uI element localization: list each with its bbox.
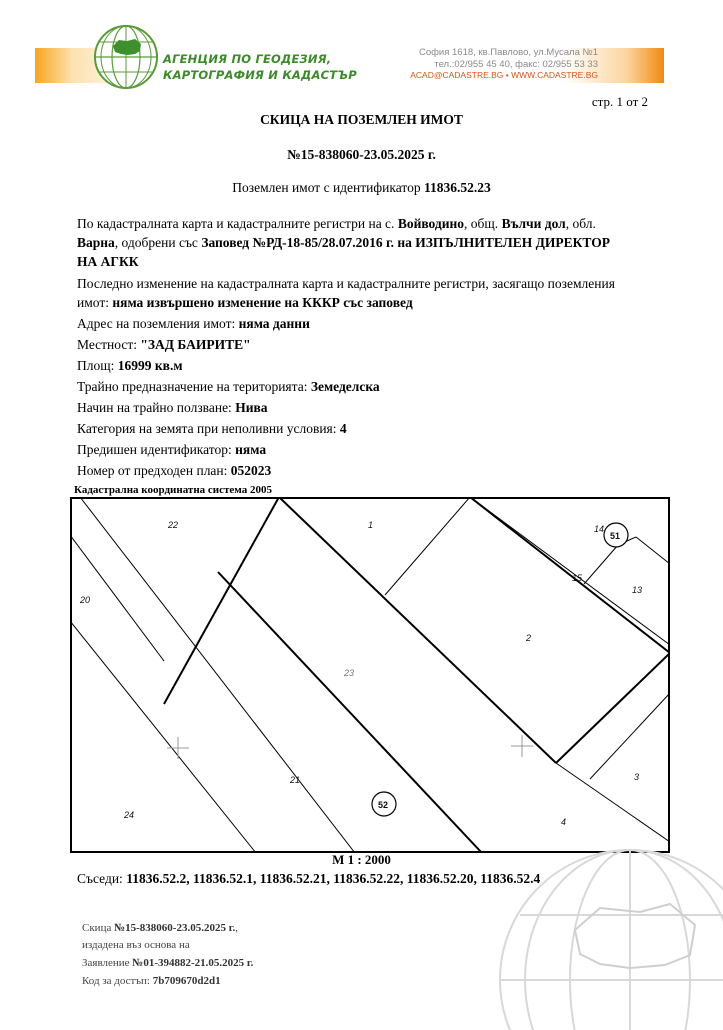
parcel-label: 4 <box>561 817 567 827</box>
purpose-value: Земеделска <box>310 379 380 394</box>
parcel-label: 2 <box>526 633 532 643</box>
parcel-label: 1 <box>368 520 374 530</box>
parcel-label: 20 <box>80 595 91 605</box>
text: , общ. <box>464 216 502 231</box>
label: Номер от предходен план: <box>77 463 231 478</box>
parcel-label: 23 <box>344 668 355 678</box>
parcel-identifier-line <box>0 180 723 196</box>
cadastral-sketch-map <box>70 497 670 853</box>
village: Войводино <box>397 216 465 231</box>
locality-row <box>77 335 667 354</box>
cadastral-map-info <box>77 214 667 271</box>
boundary-line <box>590 693 670 779</box>
previous-id-value: няма <box>235 442 267 457</box>
label: Начин на трайно ползване: <box>77 400 236 415</box>
label: Местност: <box>77 337 141 352</box>
coordinate-system-label: Кадастрална координатна система 2005 <box>74 484 272 496</box>
locality-value: "ЗАД БАИРИТЕ" <box>140 337 251 352</box>
parcel-label: 21 <box>290 775 301 785</box>
agency-logo-globe-icon <box>93 24 159 90</box>
label: Категория на земята при неполивни условия: <box>77 421 340 436</box>
label: Адрес на поземления имот: <box>77 316 239 331</box>
footer-application-number: №01-394882-21.05.2025 г. <box>132 957 254 969</box>
boundary-line <box>584 545 618 584</box>
approval-order: Заповед №РД-18-85/28.07.2016 г. на ИЗПЪЛНИТЕЛЕН ДИРЕКТОР <box>201 235 610 250</box>
document-title: СКИЦА НА ПОЗЕМЛЕН ИМОТ <box>260 112 463 127</box>
label: Трайно предназначение на територията: <box>77 379 311 394</box>
text: Последно изменение на кадастралната карта и кадастралните регистри, засягащо поземления <box>77 276 615 291</box>
approval-order-cont: НА АГКК <box>77 254 139 269</box>
boundary-line <box>636 537 670 564</box>
boundary-line <box>218 572 482 853</box>
region: Варна <box>77 235 115 250</box>
footer-sketch-number <box>82 922 238 934</box>
label: Предишен идентификатор: <box>77 442 236 457</box>
label: Съседи: <box>77 871 127 886</box>
area-value: 16999 кв.м <box>117 358 183 373</box>
area-row <box>77 356 667 375</box>
boundary-line <box>164 497 279 704</box>
previous-id-row <box>77 440 667 459</box>
text: имот: <box>77 295 113 310</box>
boundary-line <box>470 497 670 645</box>
map-frame <box>71 498 669 852</box>
agency-address: София 1618, кв.Павлово, ул.Мусала №1 <box>418 47 598 58</box>
usage-row <box>77 398 667 417</box>
map-scale: М 1 : 2000 <box>332 852 391 867</box>
agency-name <box>163 51 357 83</box>
address-row <box>77 314 667 333</box>
purpose-row <box>77 377 667 396</box>
parcel-label: 15 <box>572 573 583 583</box>
footer-application <box>82 957 253 969</box>
category-row <box>77 419 667 438</box>
agency-name-line2: КАРТОГРАФИЯ И КАДАСТЪР <box>163 68 357 82</box>
municipality: Вълчи дол <box>501 216 566 231</box>
category-value: 4 <box>339 421 347 436</box>
parcel-label: 22 <box>168 520 179 530</box>
parcel-label: 51 <box>610 531 621 541</box>
usage-value: Нива <box>235 400 268 415</box>
last-change-info <box>77 274 667 312</box>
text: По кадастралната карта и кадастралните регистри на с. <box>77 216 398 231</box>
footer-issued-basis: издадена въз основа на <box>82 939 190 951</box>
agency-contacts <box>398 47 598 82</box>
last-change-value: няма извършено изменение на КККР със заповед <box>112 295 413 310</box>
watermark-globe-icon <box>480 830 723 1030</box>
address-value: няма данни <box>238 316 310 331</box>
agency-web-link[interactable]: ACAD@CADASTRE.BG • WWW.CADASTRE.BG <box>410 70 598 80</box>
boundary-line <box>385 497 470 595</box>
parcel-label: 13 <box>632 585 643 595</box>
identifier-prefix: Поземлен имот с идентификатор <box>232 180 424 195</box>
boundary-line <box>556 653 670 763</box>
footer-access-code <box>82 975 221 987</box>
label: Площ: <box>77 358 118 373</box>
text: , одобрени със <box>114 235 202 250</box>
parcel-label: 3 <box>634 772 640 782</box>
parcel-label: 24 <box>124 810 135 820</box>
footer-doc-number: №15-838060-23.05.2025 г. <box>114 922 236 934</box>
previous-plan-value: 052023 <box>230 463 272 478</box>
boundary-line <box>279 497 556 763</box>
text: , обл. <box>565 216 596 231</box>
text: Код за достъп: <box>82 975 153 987</box>
parcel-label: 52 <box>378 800 389 810</box>
agency-name-line1: АГЕНЦИЯ ПО ГЕОДЕЗИЯ, <box>163 52 332 66</box>
boundary-line <box>70 621 256 853</box>
neighbors-value: 11836.52.2, 11836.52.1, 11836.52.21, 11836.52.22, 11836.52.20, 11836.52.4 <box>126 871 541 886</box>
parcel-label: 14 <box>594 524 605 534</box>
boundary-line <box>470 497 670 653</box>
document-number: №15-838060-23.05.2025 г. <box>287 147 436 162</box>
grid-cross-icon <box>167 737 189 759</box>
text: Скица <box>82 922 115 934</box>
page-number: стр. 1 от 2 <box>591 94 648 109</box>
previous-plan-row <box>77 461 667 480</box>
access-code: 7b709670d2d1 <box>152 975 221 987</box>
agency-phones: тел.:02/955 45 40, факс: 02/955 53 33 <box>434 58 598 70</box>
text: , <box>235 922 238 934</box>
text: Заявление <box>82 957 133 969</box>
parcel-identifier: 11836.52.23 <box>423 180 491 195</box>
